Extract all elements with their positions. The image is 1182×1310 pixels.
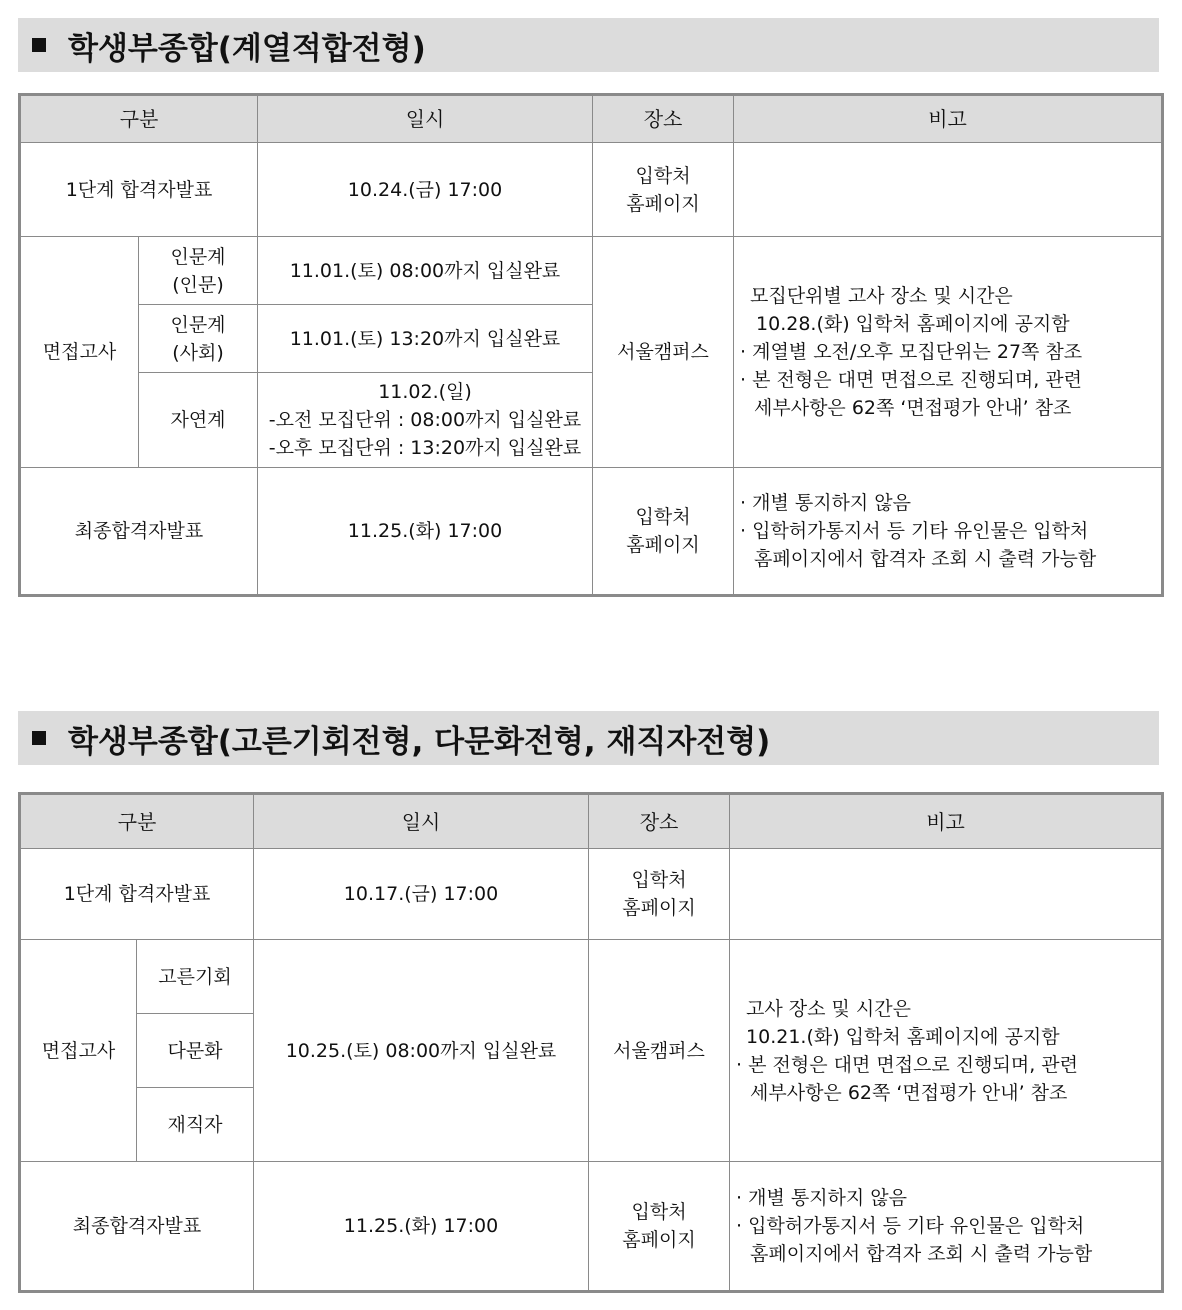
section-2 xyxy=(18,711,1159,1293)
final-place: 입학처 홈페이지 xyxy=(589,1162,730,1292)
interview-note: 고사 장소 및 시간은 10.21.(화) 입학처 홈페이지에 공지함 · 본 전형은 대면 면접으로 진행되며, 관련 세부사항은 62쪽 ‘면접평가 안내’ 참조 xyxy=(730,940,1163,1162)
table-row xyxy=(20,237,1163,305)
interview-sub-name: 자연계 xyxy=(139,373,258,468)
bullet-square-icon xyxy=(32,38,46,52)
row-category: 1단계 합격자발표 xyxy=(20,143,258,237)
interview-category: 면접고사 xyxy=(20,940,137,1162)
interview-category: 면접고사 xyxy=(20,237,139,468)
interview-datetime: 10.25.(토) 08:00까지 입실완료 xyxy=(254,940,589,1162)
section-1-title-bar xyxy=(18,18,1159,72)
final-note: · 개별 통지하지 않음 · 입학허가통지서 등 기타 유인물은 입학처 홈페이지에서 합격자 조회 시 출력 가능함 xyxy=(734,468,1163,596)
final-note: · 개별 통지하지 않음 · 입학허가통지서 등 기타 유인물은 입학처 홈페이지에서 합격자 조회 시 출력 가능함 xyxy=(730,1162,1163,1292)
header-category: 구분 xyxy=(20,794,254,849)
row-note xyxy=(730,849,1163,940)
interview-place: 서울캠퍼스 xyxy=(593,237,734,468)
header-note: 비고 xyxy=(730,794,1163,849)
table-header-row xyxy=(20,95,1163,143)
row-datetime: 10.24.(금) 17:00 xyxy=(258,143,593,237)
interview-sub-datetime: 11.01.(토) 08:00까지 입실완료 xyxy=(258,237,593,305)
interview-note: 모집단위별 고사 장소 및 시간은 10.28.(화) 입학처 홈페이지에 공지함 · 계열별 오전/오후 모집단위는 27쪽 참조 · 본 전형은 대면 면접으로 진행되며, 관련 세부사항은 62쪽 ‘면접평가 안내’ 참조 xyxy=(734,237,1163,468)
interview-sub-datetime: 11.02.(일) -오전 모집단위 : 08:00까지 입실완료 -오후 모집단위 : 13:20까지 입실완료 xyxy=(258,373,593,468)
interview-place: 서울캠퍼스 xyxy=(589,940,730,1162)
header-note: 비고 xyxy=(734,95,1163,143)
header-place: 장소 xyxy=(593,95,734,143)
final-place: 입학처 홈페이지 xyxy=(593,468,734,596)
interview-sub-datetime: 11.01.(토) 13:20까지 입실완료 xyxy=(258,305,593,373)
interview-sub-name: 다문화 xyxy=(137,1014,254,1088)
table-header-row xyxy=(20,794,1163,849)
section-1 xyxy=(18,18,1159,597)
interview-sub-name: 인문계 (인문) xyxy=(139,237,258,305)
schedule-table-2 xyxy=(18,792,1164,1293)
section-2-title: 학생부종합(고른기회전형, 다문화전형, 재직자전형) xyxy=(68,723,771,760)
section-1-title: 학생부종합(계열적합전형) xyxy=(68,30,426,67)
row-note xyxy=(734,143,1163,237)
table-row xyxy=(20,940,1163,1014)
row-category: 1단계 합격자발표 xyxy=(20,849,254,940)
interview-sub-name: 인문계 (사회) xyxy=(139,305,258,373)
schedule-table-1 xyxy=(18,93,1164,597)
header-datetime: 일시 xyxy=(258,95,593,143)
row-place: 입학처 홈페이지 xyxy=(593,143,734,237)
final-datetime: 11.25.(화) 17:00 xyxy=(258,468,593,596)
bullet-square-icon xyxy=(32,731,46,745)
row-place: 입학처 홈페이지 xyxy=(589,849,730,940)
interview-sub-name: 고른기회 xyxy=(137,940,254,1014)
table-row xyxy=(20,1162,1163,1292)
section-2-title-bar xyxy=(18,711,1159,765)
final-category: 최종합격자발표 xyxy=(20,1162,254,1292)
interview-sub-name: 재직자 xyxy=(137,1088,254,1162)
final-category: 최종합격자발표 xyxy=(20,468,258,596)
table-row xyxy=(20,143,1163,237)
final-datetime: 11.25.(화) 17:00 xyxy=(254,1162,589,1292)
row-datetime: 10.17.(금) 17:00 xyxy=(254,849,589,940)
header-place: 장소 xyxy=(589,794,730,849)
table-row xyxy=(20,468,1163,596)
table-row xyxy=(20,849,1163,940)
header-category: 구분 xyxy=(20,95,258,143)
header-datetime: 일시 xyxy=(254,794,589,849)
